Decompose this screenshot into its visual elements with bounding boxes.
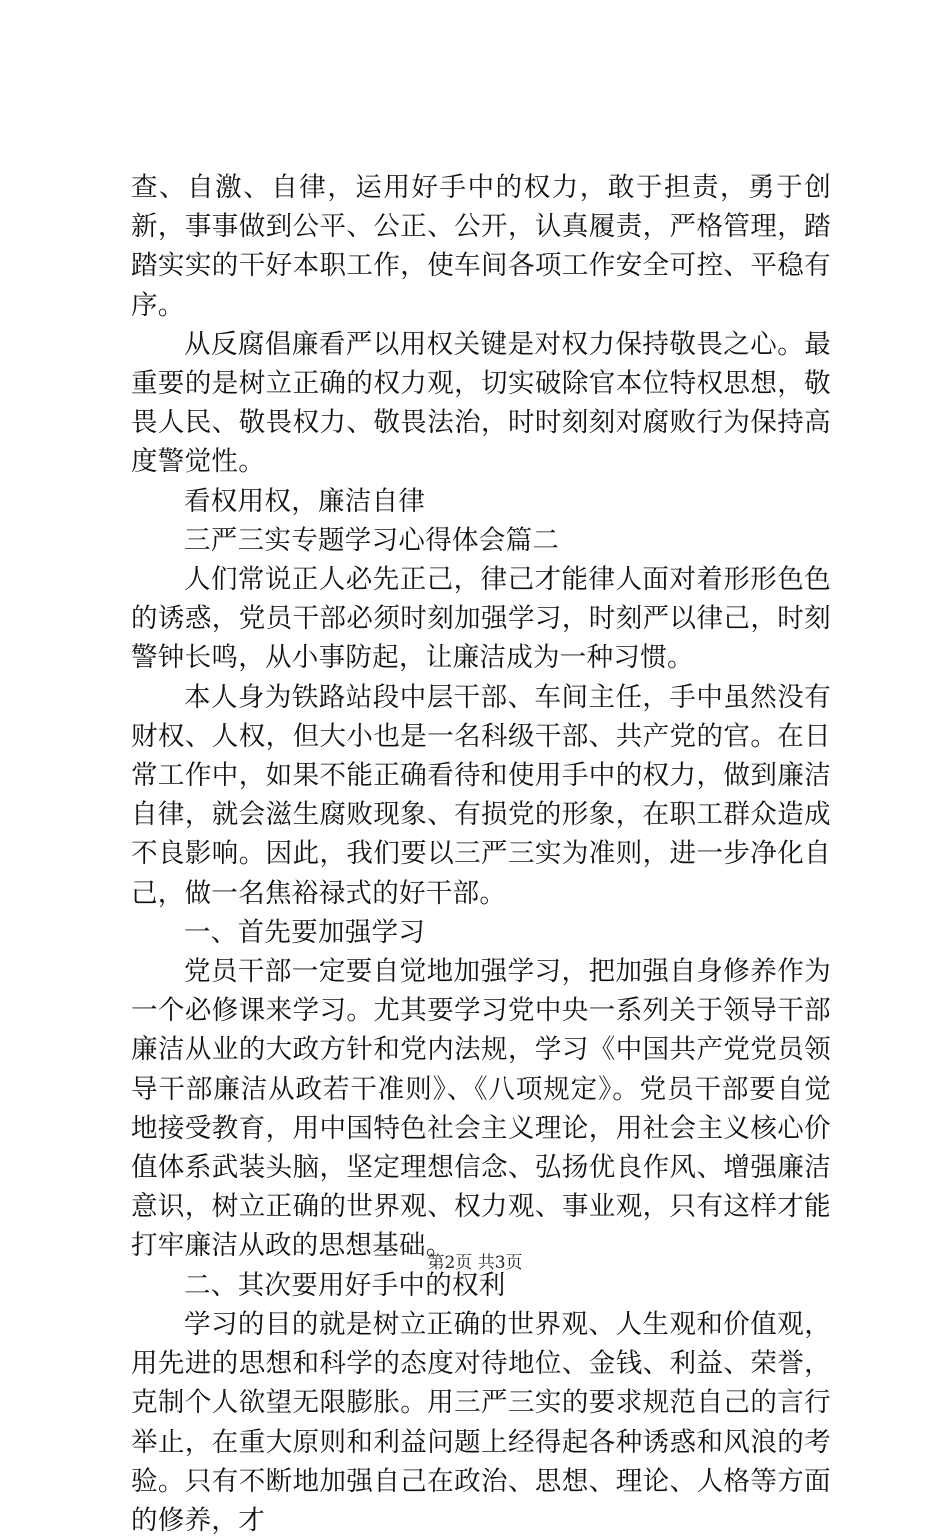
paragraph-1: 查、自激、自律，运用好手中的权力，敢于担责，勇于创新，事事做到公平、公正、公开，认真履责，严格管理，踏踏实实的干好本职工作，使车间各项工作安全可控、平稳有序。: [131, 172, 831, 321]
paragraph-2: 从反腐倡廉看严以用权关键是对权力保持敬畏之心。最重要的是树立正确的权力观，切实破除官本位特权思想，敬畏人民、敬畏权力、敬畏法治，时时刻刻对腐败行为保持高度警觉性。: [131, 328, 831, 478]
subheading-2: 二、其次要用好手中的权利: [184, 1269, 506, 1301]
paragraph-3: 人们常说正人必先正己，律己才能律人面对着形形色色的诱惑，党员干部必须时刻加强学习，时刻严以律己，时刻警钟长鸣，从小事防起，让廉洁成为一种习惯。: [131, 564, 831, 674]
page-number-footer: 第2页 共3页: [427, 1253, 523, 1273]
document-body: [131, 168, 831, 1540]
paragraph-4: 本人身为铁路站段中层干部、车间主任，手中虽然没有财权、人权，但大小也是一名科级干部、共产党的官。在日常工作中，如果不能正确看待和使用手中的权力，做到廉洁自律，就会滋生腐败现象、有损党的形象，在职工群众造成不良影响。因此，我们要以三严三实为准则，进一步净化自己，做一名焦裕禄式的好干部。: [131, 681, 831, 909]
paragraph-5: 党员干部一定要自觉地加强学习，把加强自身修养作为一个必修课来学习。尤其要学习党中央一系列关于领导干部廉洁从业的大政方针和党内法规，学习《中国共产党党员领导干部廉洁从政若干准则》、《八项规定》。党员干部要自觉地接受教育，用中国特色社会主义理论，用社会主义核心价值体系武装头脑，坚定理想信念、弘扬优良作风、增强廉洁意识，树立正确的世界观、权力观、事业观，只有这样才能打牢廉洁从政的思想基础。: [131, 956, 831, 1262]
paragraph-6: 学习的目的就是树立正确的世界观、人生观和价值观，用先进的思想和科学的态度对待地位、金钱、利益、荣誉，克制个人欲望无限膨胀。用三严三实的要求规范自己的言行举止，在重大原则和利益问题上经得起各种诱惑和风浪的考验。只有不断地加强自己在政治、思想、理论、人格等方面的修养，才: [131, 1308, 831, 1536]
section-heading-1: 看权用权，廉洁自律: [184, 485, 426, 517]
section-heading-2: 三严三实专题学习心得体会篇二: [184, 524, 560, 556]
subheading-1: 一、首先要加强学习: [184, 916, 426, 948]
